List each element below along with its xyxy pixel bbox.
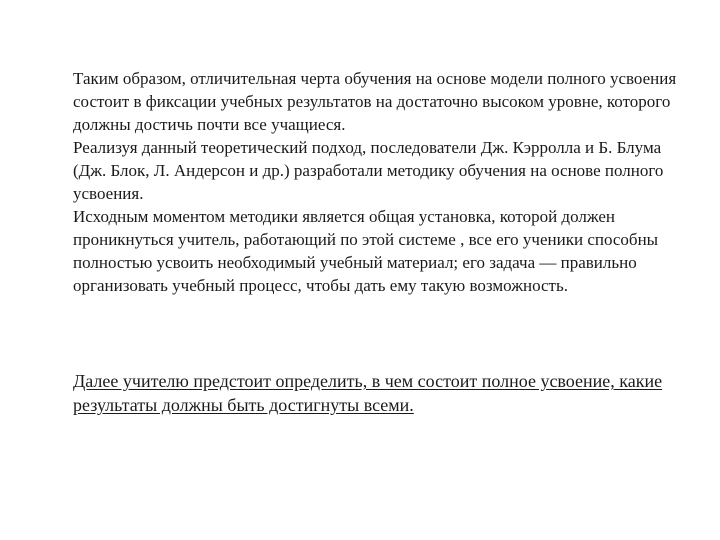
paragraph-methodology: Реализуя данный теоретический подход, последователи Дж. Кэрролла и Б. Блума (Дж. Блок, Л. Андерсон и др.) разработали методику обучения на основе полного усвоения. <box>73 138 664 203</box>
paragraph-conclusion: Таким образом, отличительная черта обучения на основе модели полного усвоения состоит в фиксации учебных результатов на достаточно высоком уровне, которого должны достичь почти все учащиеся. <box>73 69 677 134</box>
main-text-block <box>73 67 683 297</box>
underlined-note: Далее учителю предстоит определить, в чем состоит полное усвоение, какие результаты должны быть достигнуты всеми. <box>73 371 663 415</box>
paragraph-starting-point: Исходным моментом методики является общая установка, которой должен проникнуться учитель, работающий по этой системе , все его ученики способны полностью усвоить необходимый учебный материал; его задача — правильно организовать учебный процесс, чтобы дать ему такую возможность. <box>73 207 659 295</box>
